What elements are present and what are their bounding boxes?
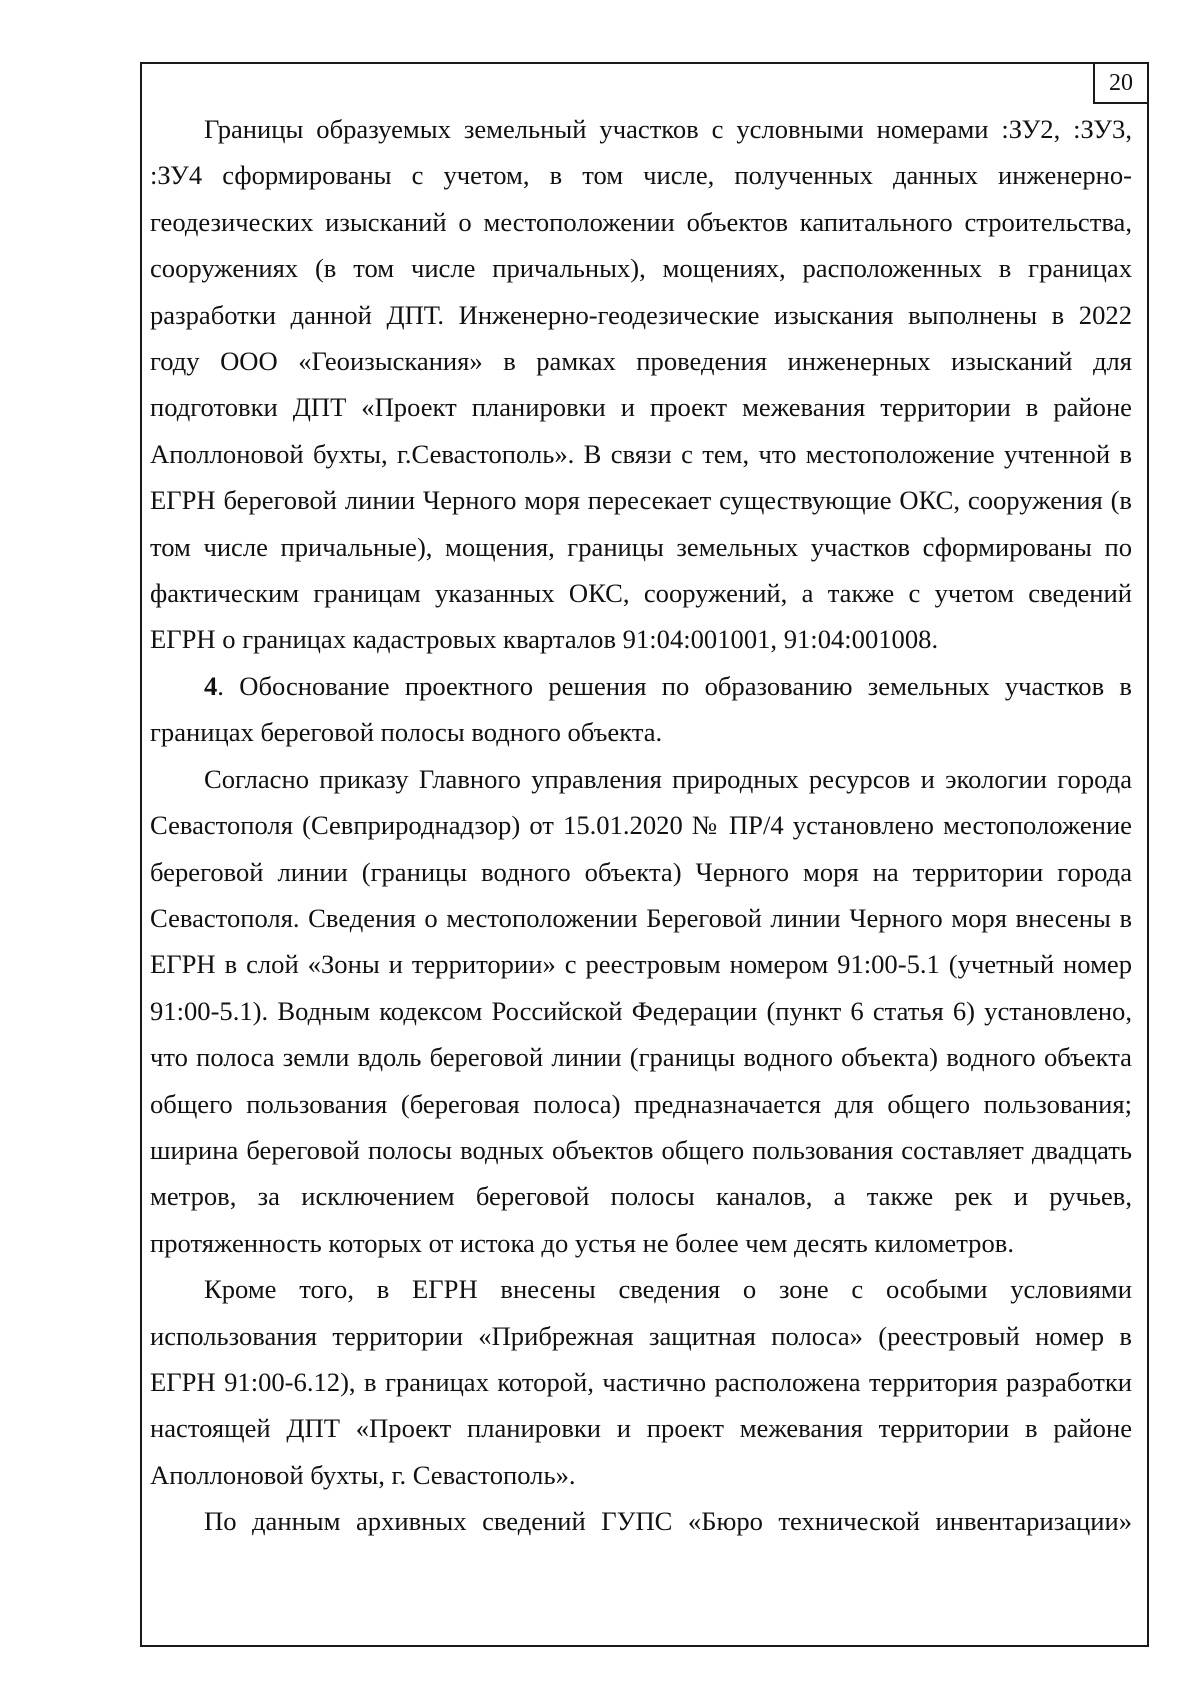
- section-number: 4: [204, 670, 218, 701]
- document-body: [150, 106, 1132, 1545]
- paragraph-text: Кроме того, в ЕГРН внесены сведения о зоне с особыми условиями использования территории «Прибрежная защитная полоса» (реестровый номер в ЕГРН 91:00-6.12), в границах которой, частично расположена территория разработки настоящей ДПТ «Проект планировки и проект межевания территории в районе Аполлоновой бухты, г. Севастополь».: [150, 1274, 1132, 1490]
- paragraph-protective-zone: [150, 1266, 1132, 1498]
- paragraph-text: По данным архивных сведений ГУПС «Бюро технической инвентаризации»: [204, 1506, 1132, 1537]
- paragraph-archive-data: [150, 1498, 1132, 1544]
- paragraph-shoreline-order: [150, 756, 1132, 1266]
- page-number: 20: [1093, 62, 1149, 104]
- section-heading-text: . Обоснование проектного решения по образованию земельных участков в границах береговой полосы водного объекта.: [150, 670, 1132, 748]
- paragraph-zu-boundaries: [150, 106, 1132, 663]
- paragraph-text: Согласно приказу Главного управления природных ресурсов и экологии города Севастополя (Севприроднадзор) от 15.01.2020 № ПР/4 установлено местоположение береговой линии (границы водного объекта) Черного моря на территории города Севастополя. Сведения о местоположении Береговой линии Черного моря внесены в ЕГРН в слой «Зоны и территории» с реестровым номером 91:00-5.1 (учетный номер 91:00-5.1). Водным кодексом Российской Федерации (пункт 6 статья 6) установлено, что полоса земли вдоль береговой линии (границы водного объекта) водного объекта общего пользования (береговая полоса) предназначается для общего пользования; ширина береговой полосы водных объектов общего пользования составляет двадцать метров, за исключением береговой полосы каналов, а также рек и ручьев, протяженность которых от истока до устья не более чем десять километров.: [150, 763, 1132, 1258]
- paragraph-text: Границы образуемых земельный участков с условными номерами :ЗУ2, :ЗУ3, :ЗУ4 сформированы с учетом, в том числе, полученных данных инженерно-геодезических изысканий о местоположении объектов капитального строительства, сооружениях (в том числе причальных), мощениях, расположенных в границах разработки данной ДПТ. Инженерно-геодезические изыскания выполнены в 2022 году ООО «Геоизыскания» в рамках проведения инженерных изысканий для подготовки ДПТ «Проект планировки и проект межевания территории в районе Аполлоновой бухты, г.Севастополь». В связи с тем, что местоположение учтенной в ЕГРН береговой линии Черного моря пересекает существующие ОКС, сооружения (в том числе причальные), мощения, границы земельных участков сформированы по фактическим границам указанных ОКС, сооружений, а также с учетом сведений ЕГРН о границах кадастровых кварталов 91:04:001001, 91:04:001008.: [150, 114, 1132, 655]
- section-heading-4: [150, 663, 1132, 756]
- page-frame: [140, 62, 1149, 1647]
